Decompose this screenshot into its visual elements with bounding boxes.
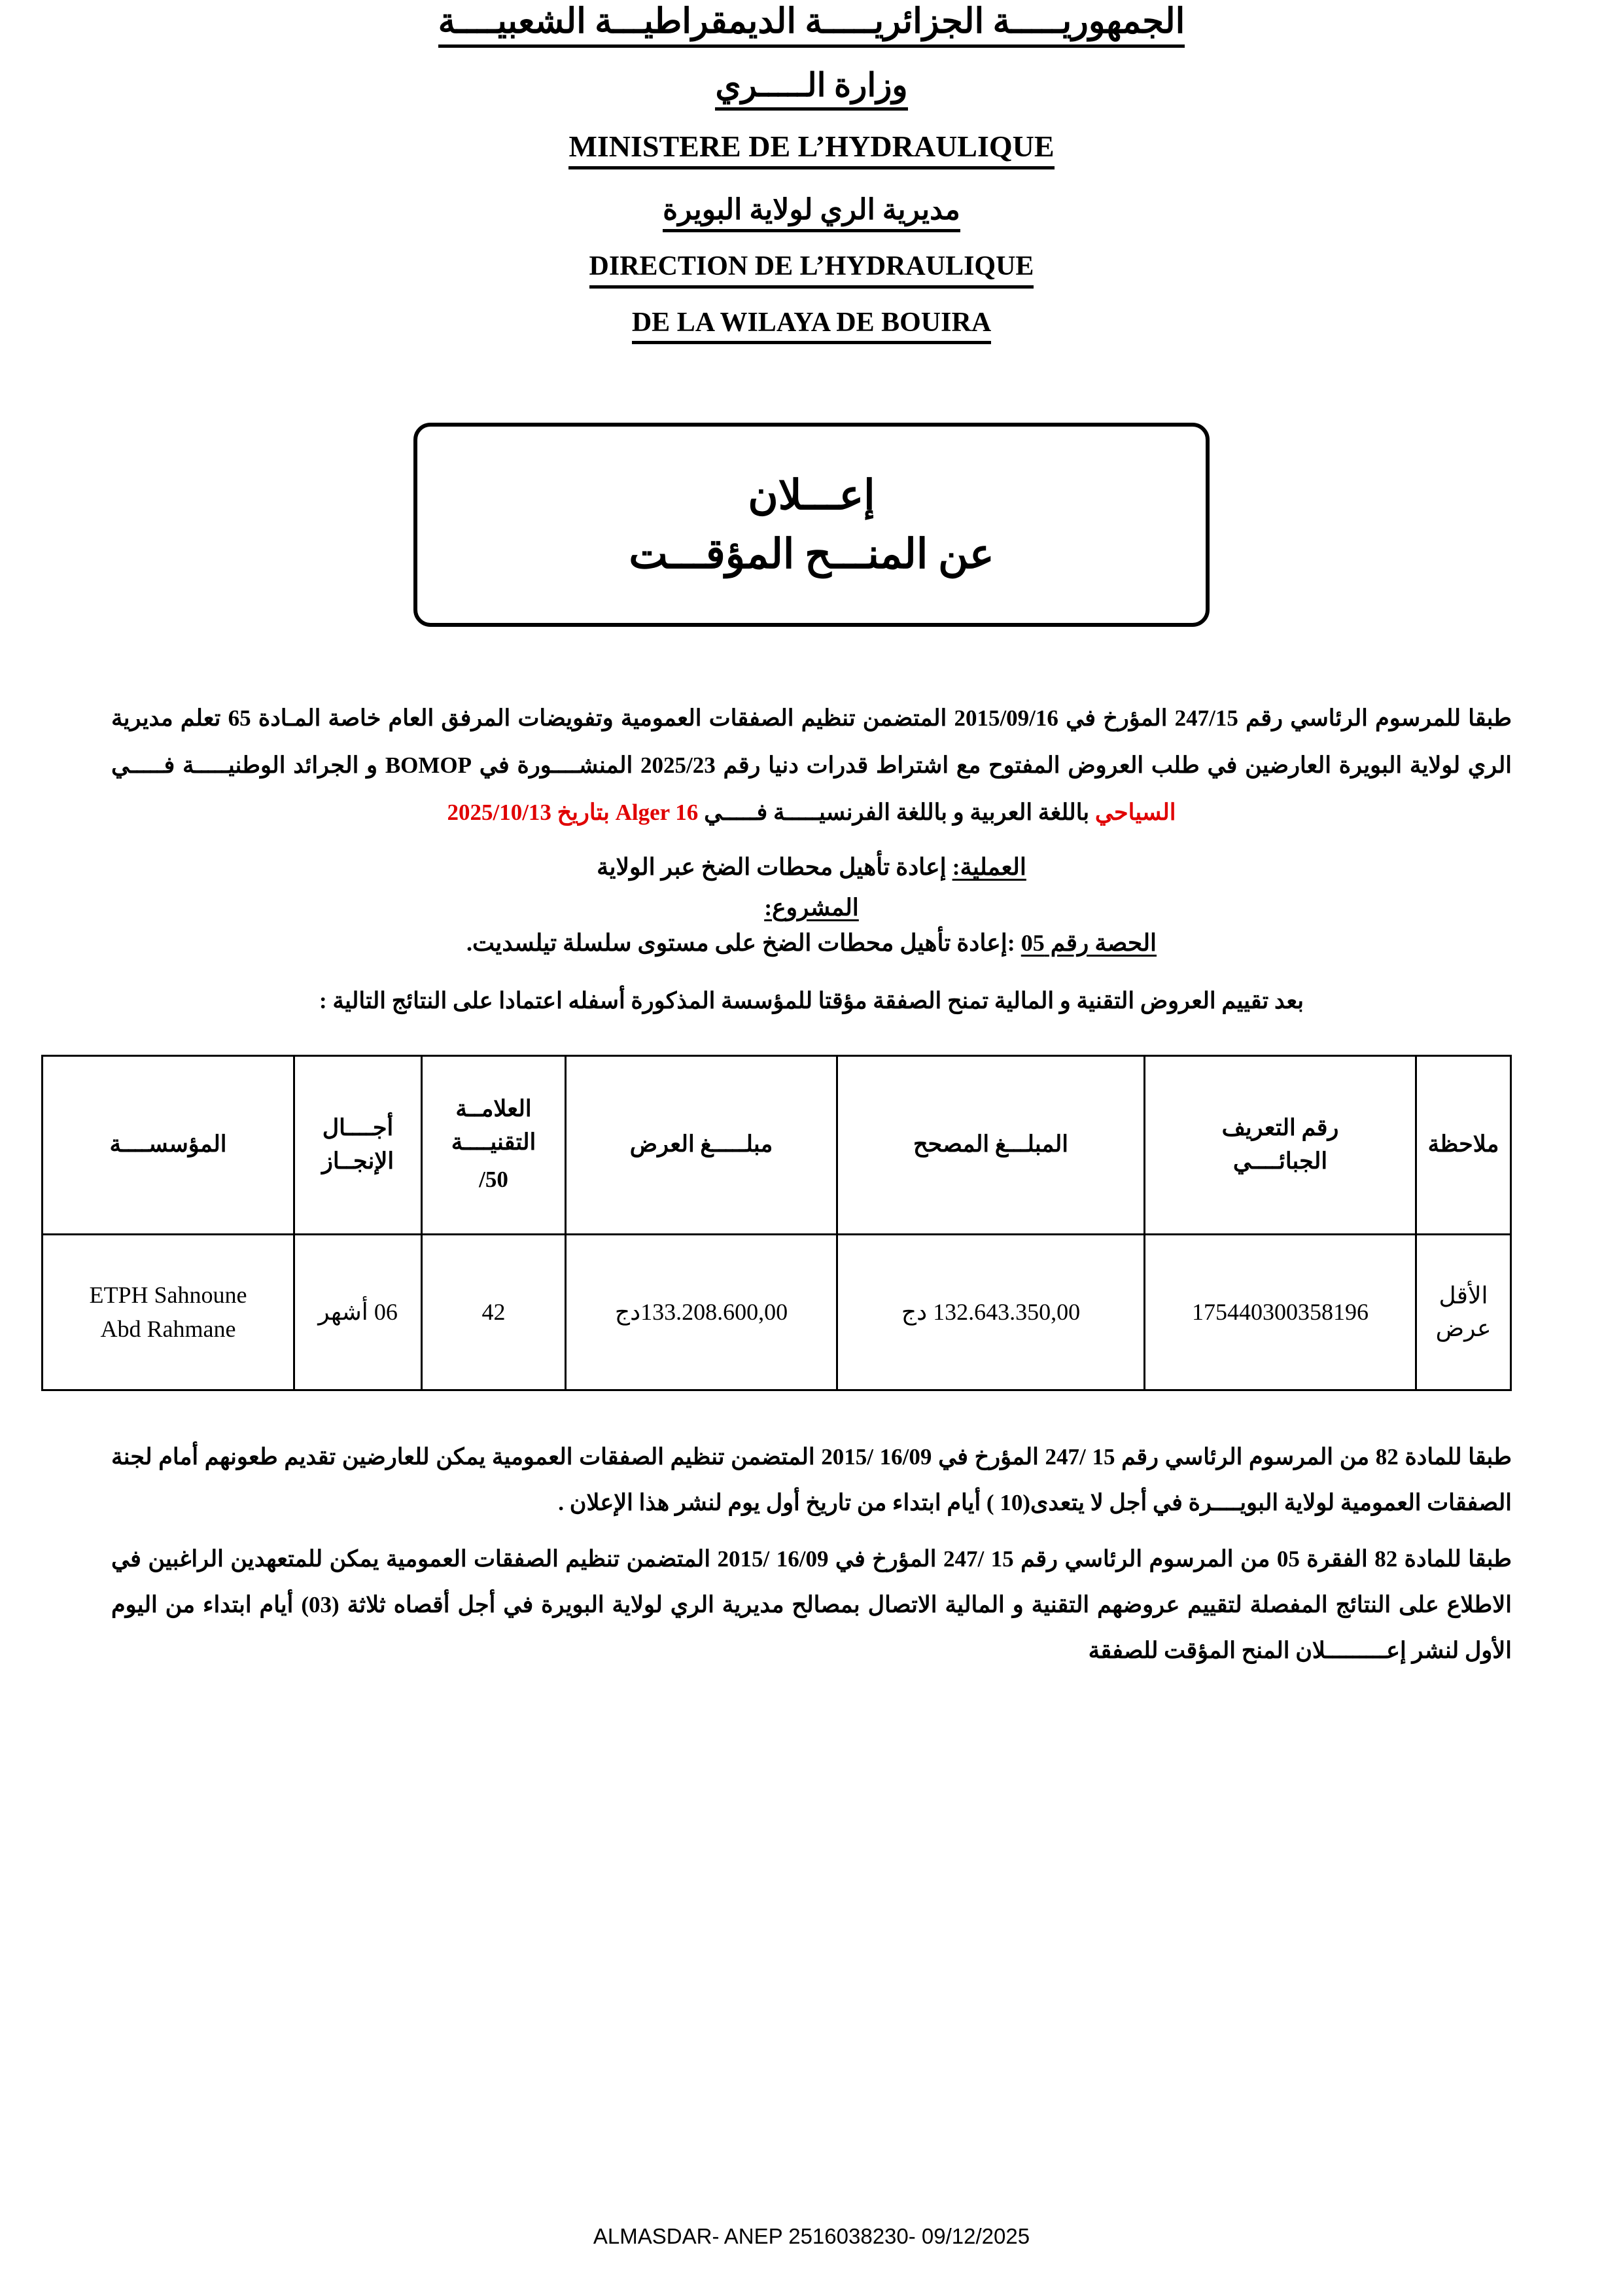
col-header-enterprise: المؤسســــة (43, 1055, 294, 1234)
header-republic-line (111, 0, 1512, 48)
header-ministry-ar-text: وزارة الـــــري (715, 65, 907, 111)
col-header-tax-id-line-2: الجبائــــي (1232, 1148, 1328, 1174)
project-label: المشروع: (764, 894, 859, 921)
document-header (111, 0, 1512, 344)
results-table-wrapper (89, 1055, 1512, 1391)
header-ministry-fr-line (111, 128, 1512, 170)
header-spacer-1 (111, 48, 1512, 65)
closing-paragraph-1: طبقا للمادة 82 من المرسوم الرئاسي رقم 15 /247 المؤرخ في 16/09 /2015 المتضمن تنظيم الصفقات العمومية يمكن للعارضين تقديم طعونهم أمام لجنة الصفقات العمومية لولاية البويــــرة في أجل لا يتعدى(10 ) أيام ابتداء من تاريخ أول يوم لنشر هذا الإعلان . (111, 1443, 1512, 1515)
header-spacer-3 (111, 169, 1512, 192)
header-direction-fr-line-2 (111, 306, 1512, 345)
col-header-note: ملاحظة (1416, 1055, 1511, 1234)
cell-tax-id (1145, 1234, 1416, 1390)
lot-label: الحصة رقم 05 (1021, 929, 1157, 956)
header-spacer-5 (111, 289, 1512, 306)
header-direction-fr-line-1 (111, 249, 1512, 289)
col-header-tax-id-line-1: رقم التعريف (1221, 1114, 1339, 1140)
col-header-technical-mark-line-1: العلامــة (455, 1096, 532, 1122)
announcement-title-line-2: عن المنـــح المؤقـــت (629, 531, 994, 578)
header-direction-fr-text-1: DIRECTION DE L’HYDRAULIQUE (589, 249, 1034, 289)
col-header-technical-mark-scale: 50/ (479, 1166, 508, 1192)
col-header-technical-mark-line-2: التقنيــــة (451, 1129, 536, 1156)
intro-red-segment-2: Alger 16 بتاريخ 2025/10/13 (447, 799, 699, 825)
intro-paragraph (111, 695, 1512, 836)
cell-enterprise-line-1: ETPH Sahnoune (89, 1281, 247, 1308)
header-spacer-2 (111, 111, 1512, 128)
announcement-title-box-wrapper (111, 423, 1512, 627)
closing-paragraph-2: طبقا للمادة 82 الفقرة 05 من المرسوم الرئاسي رقم 15 /247 المؤرخ في 16/09 /2015 المتضمن تنظيم الصفقات العمومية يمكن للمتعهدين الراغبين في الاطلاع على النتائج المفصلة لتقييم عروضهم التقنية و المالية الاتصال بمصالح مديرية الري لولاية البويرة في أجل أقصاه ثلاثة (03) أيام ابتداء من اليوم الأول لنشر إعـــــــــلان المنح المؤقت للصفقة (111, 1545, 1512, 1663)
results-table-head (43, 1055, 1511, 1234)
announcement-title-line-1: إعـــلان (748, 472, 875, 519)
col-header-corrected-amount: المبلـــغ المصحح (837, 1055, 1145, 1234)
cell-note (1416, 1234, 1511, 1390)
cell-corrected-amount: 132.643.350,00 دج (837, 1234, 1145, 1390)
header-direction-ar-text: مديرية الري لولاية البويرة (663, 192, 960, 232)
col-header-delay (294, 1055, 422, 1234)
header-republic-text: الجمهوريـــــة الجزائريـــــة الديمقراطيـــة الشعبيــــة (438, 0, 1185, 48)
header-direction-ar-line (111, 192, 1512, 232)
operation-value: إعادة تأهيل محطات الضخ عبر الولاية (597, 853, 947, 880)
after-evaluation-text: بعد تقييم العروض التقنية و المالية تمنح الصفقة مؤقتا للمؤسسة المذكورة أسفله اعتمادا على النتائج التالية : (319, 987, 1304, 1014)
project-row (111, 894, 1512, 921)
col-header-delay-line-1: أجــــال (322, 1114, 394, 1140)
footer-anep-reference: ALMASDAR- ANEP 2516038230- 09/12/2025 (593, 2224, 1030, 2248)
results-table-body (43, 1234, 1511, 1390)
col-header-delay-line-2: الإنجــاز (321, 1148, 394, 1174)
col-header-tax-id (1145, 1055, 1416, 1234)
closing-section (111, 1434, 1512, 1674)
results-table (41, 1055, 1512, 1391)
intro-red-segment-1: السياحي (1094, 799, 1176, 825)
cell-enterprise-line-2: Abd Rahmane (100, 1316, 236, 1342)
announcement-title-box (413, 423, 1210, 627)
cell-tax-id-value: 175440300358196 (1192, 1298, 1369, 1325)
operation-label: العملية: (952, 853, 1026, 880)
cell-note-line-1: الأقل (1439, 1282, 1488, 1309)
operation-row (111, 853, 1512, 881)
lot-value: :إعادة تأهيل محطات الضخ على مستوى سلسلة تيلسديت. (466, 929, 1015, 956)
header-direction-fr-text-2: DE LA WILAYA DE BOUIRA (632, 306, 991, 345)
cell-note-line-2: عرض (1435, 1315, 1492, 1341)
header-ministry-ar-line (111, 65, 1512, 111)
header-spacer-4 (111, 232, 1512, 249)
cell-technical-mark: 42 (422, 1234, 566, 1390)
lot-row (111, 929, 1512, 957)
intro-segment-2: باللغة العربية و باللغة الفرنسيـــــة فـــــي (698, 799, 1095, 825)
header-ministry-fr-text: MINISTERE DE L’HYDRAULIQUE (568, 128, 1054, 170)
cell-enterprise (43, 1234, 294, 1390)
intro-segment-1: طبقا للمرسوم الرئاسي رقم 247/15 المؤرخ في 2015/09/16 المتضمن تنظيم الصفقات العمومية وتفويضات المرفق العام خاصة المـادة 65 تعلم مديرية الري لولاية البويرة العارضين في طلب العروض المفتوح مع اشتراط قدرات دنيا رقم 2025/23 المنشــــورة في BOMOP و الجرائد الوطنيـــــة فـــــي (111, 705, 1512, 778)
cell-delay: 06 أشهر (294, 1234, 422, 1390)
table-row (43, 1234, 1511, 1390)
col-header-offer-amount: مبلـــــغ العرض (566, 1055, 837, 1234)
cell-offer-amount: 133.208.600,00دج (566, 1234, 837, 1390)
table-header-row (43, 1055, 1511, 1234)
col-header-technical-mark (422, 1055, 566, 1234)
